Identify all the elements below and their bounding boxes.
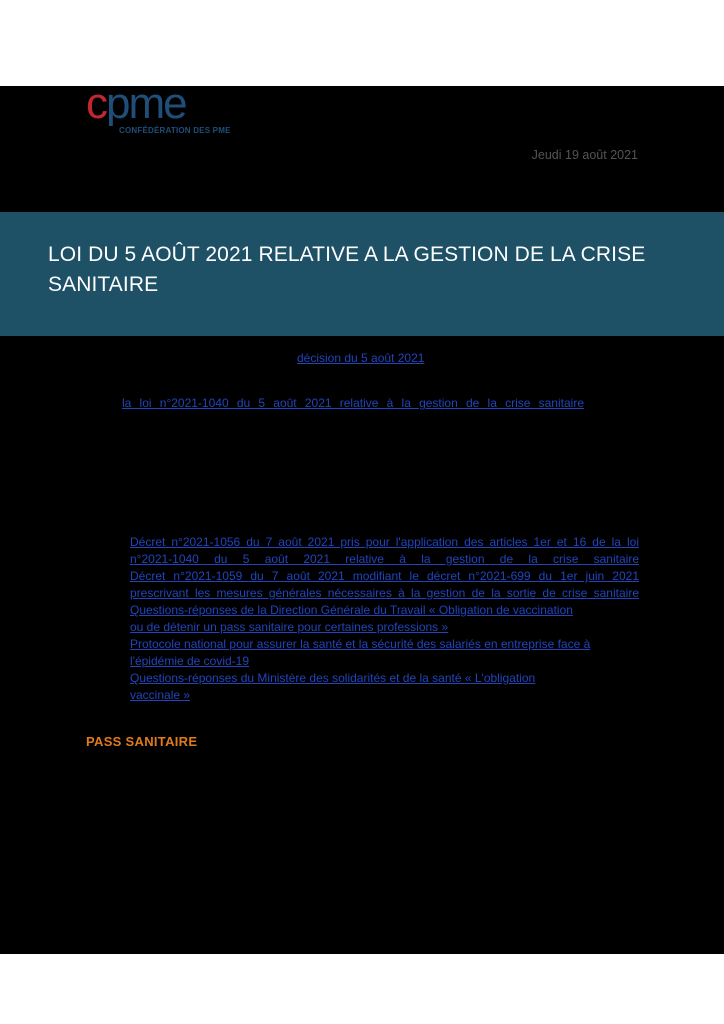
document-page (0, 86, 724, 954)
link-line: vaccinale » (130, 688, 191, 702)
logo-subtitle: CONFÉDÉRATION DES PME (119, 126, 231, 135)
ministere-faq-link[interactable] (130, 670, 639, 704)
decret-1056-link[interactable] (130, 534, 639, 568)
link-line: ou de détenir un pass sanitaire pour certaines professions » (130, 620, 449, 634)
decret-1059-link[interactable] (130, 568, 639, 602)
link-line: n°2021-1040 du 5 août 2021 relative à la gestion de la crise sanitaire (130, 552, 639, 566)
reference-links-list (130, 534, 639, 704)
list-item (130, 534, 639, 568)
loi-link[interactable]: la loi n°2021-1040 du 5 août 2021 relative à la gestion de la crise sanitaire (122, 396, 584, 410)
link-line: prescrivant les mesures générales nécessaires à la gestion de la sortie de crise sanitaire (130, 586, 639, 600)
dgt-faq-link[interactable] (130, 602, 639, 636)
title-banner (0, 212, 724, 336)
link-line: Décret n°2021-1059 du 7 août 2021 modifiant le décret n°2021-699 du 1er juin 2021 (130, 569, 639, 583)
list-item (130, 636, 639, 670)
svg-text:cpme: cpme (86, 86, 186, 126)
link-line: Questions-réponses du Ministère des solidarités et de la santé « L'obligation (130, 671, 536, 685)
list-item (130, 602, 639, 636)
cpme-logo-mark (86, 86, 266, 126)
link-line: Protocole national pour assurer la santé et la sécurité des salariés en entreprise face à (130, 637, 591, 651)
list-item (130, 670, 639, 704)
cpme-logo (86, 86, 266, 138)
section-heading-pass-sanitaire: PASS SANITAIRE (86, 734, 198, 749)
page-title: LOI DU 5 AOÛT 2021 RELATIVE A LA GESTION DE LA CRISE SANITAIRE (48, 243, 646, 296)
list-item (130, 568, 639, 602)
link-line: l'épidémie de covid-19 (130, 654, 250, 668)
protocole-national-link[interactable] (130, 636, 639, 670)
link-line: Questions-réponses de la Direction Générale du Travail « Obligation de vaccination (130, 603, 573, 617)
decision-link[interactable]: décision du 5 août 2021 (297, 351, 425, 365)
link-line: Décret n°2021-1056 du 7 août 2021 pris pour l'application des articles 1er et 16 de la loi (130, 535, 639, 549)
document-date: Jeudi 19 août 2021 (531, 148, 638, 162)
